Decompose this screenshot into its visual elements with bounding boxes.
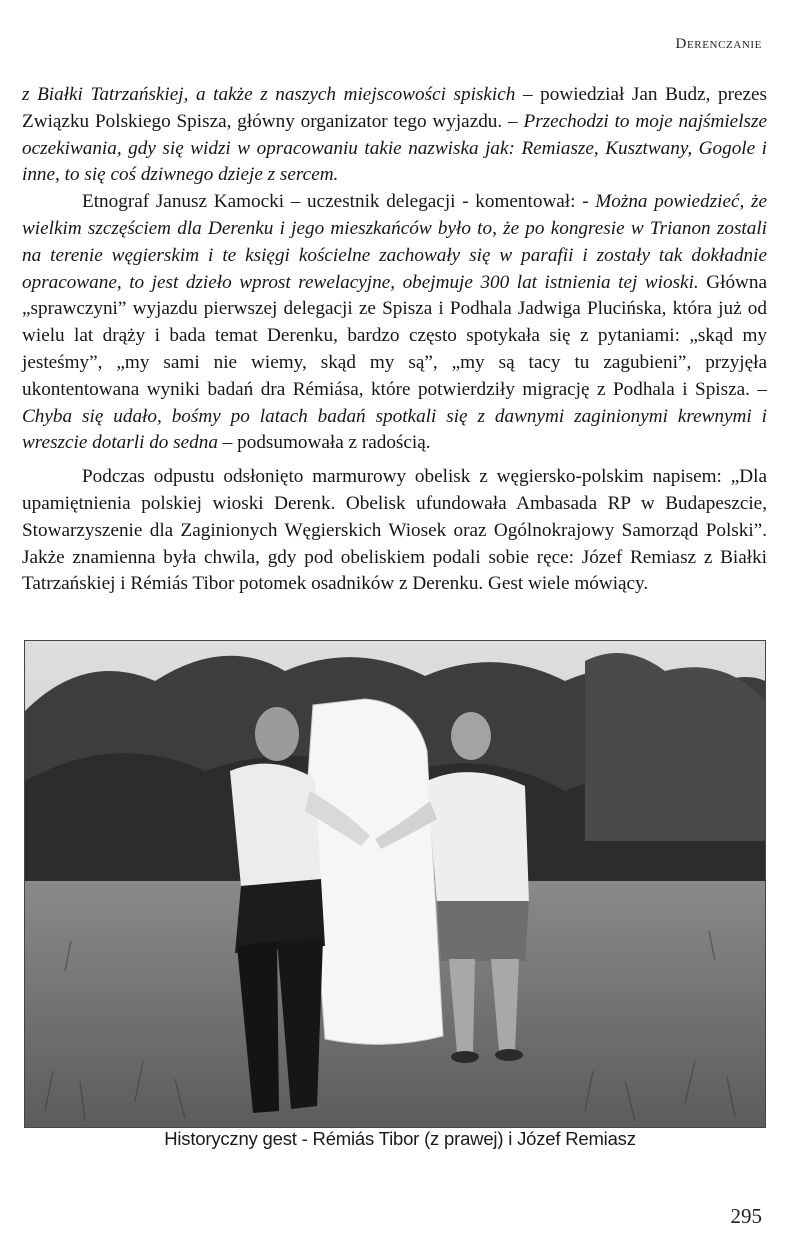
italic-quote-segment: z Białki Tatrzańskiej, a także z naszych miejscowości spiskich xyxy=(22,84,516,105)
text-segment: Główna „sprawczyni” wyjazdu pierwszej delegacji ze Spisza i Podhala Jadwiga Plucińska, która już od wielu lat drąży i bada temat Derenku, bardzo często spotykała się z pytaniami: „skąd my jesteśmy”, „my sami nie wiemy, skąd my są”, „my są tacy tu zagubieni”, przyjęła ukontentowana wyniki badań dra Rémiása, które potwierdziły migrację z Podhala i Spisza. – xyxy=(22,271,767,400)
running-head: Derenczanie xyxy=(675,36,762,52)
text-segment: – powiedział Jan Budz, prezes Związku Polskiego Spisza, główny organizator tego wyjazdu. – xyxy=(22,84,767,132)
photograph xyxy=(24,640,766,1128)
body-paragraph xyxy=(22,189,767,457)
text-segment: – podsumowała z radością. xyxy=(217,432,431,454)
text-segment: Etnograf Janusz Kamocki – uczestnik delegacji - komentował: - xyxy=(82,191,596,213)
body-paragraph xyxy=(22,464,767,598)
body-text xyxy=(22,82,767,598)
body-paragraph xyxy=(22,82,767,189)
text-segment: Podczas odpustu odsłonięto marmurowy obelisk z węgiersko-polskim napisem: „Dla upamiętnienia polskiej wioski Derenk. Obelisk ufundowała Ambasada RP w Budapeszcie, Stowarzyszenie dla Zaginionych Węgierskich Wiosek oraz Ogólnokrajowy Samorząd Polski”. Jakże znamienna była chwila, gdy pod obeliskiem podali sobie ręce: Józef Remiasz z Białki Tatrzańskiej i Rémiás Tibor potomek osadników z Derenku. Gest wiele mówiący. xyxy=(22,466,767,595)
italic-quote-segment: Przechodzi to moje najśmielsze oczekiwania, gdy się widzi w opracowaniu takie nazwiska jak: Remiasze, Kusztwany, Gogole i inne, to się coś dziwnego dzieje z sercem. xyxy=(22,110,767,186)
photo-caption: Historyczny gest - Rémiás Tibor (z prawej) i Józef Remiasz xyxy=(164,1128,636,1149)
italic-quote-segment: Można powiedzieć, że wielkim szczęściem dla Derenku i jego mieszkańców było to, że po kongresie w Trianon zostali na terenie węgierskim i te księgi kościelne zachowały się w parafii i zostały tak dokładnie opracowane, to jest dzieło wprost rewelacyjne, obejmuje 300 lat istnienia tej wioski. xyxy=(22,191,767,293)
page-number: 295 xyxy=(730,1204,762,1228)
italic-quote-segment: Chyba się udało, bośmy po latach badań spotkali się z dawnymi zaginionymi krewnymi i wreszcie dotarli do sedna xyxy=(22,405,767,454)
